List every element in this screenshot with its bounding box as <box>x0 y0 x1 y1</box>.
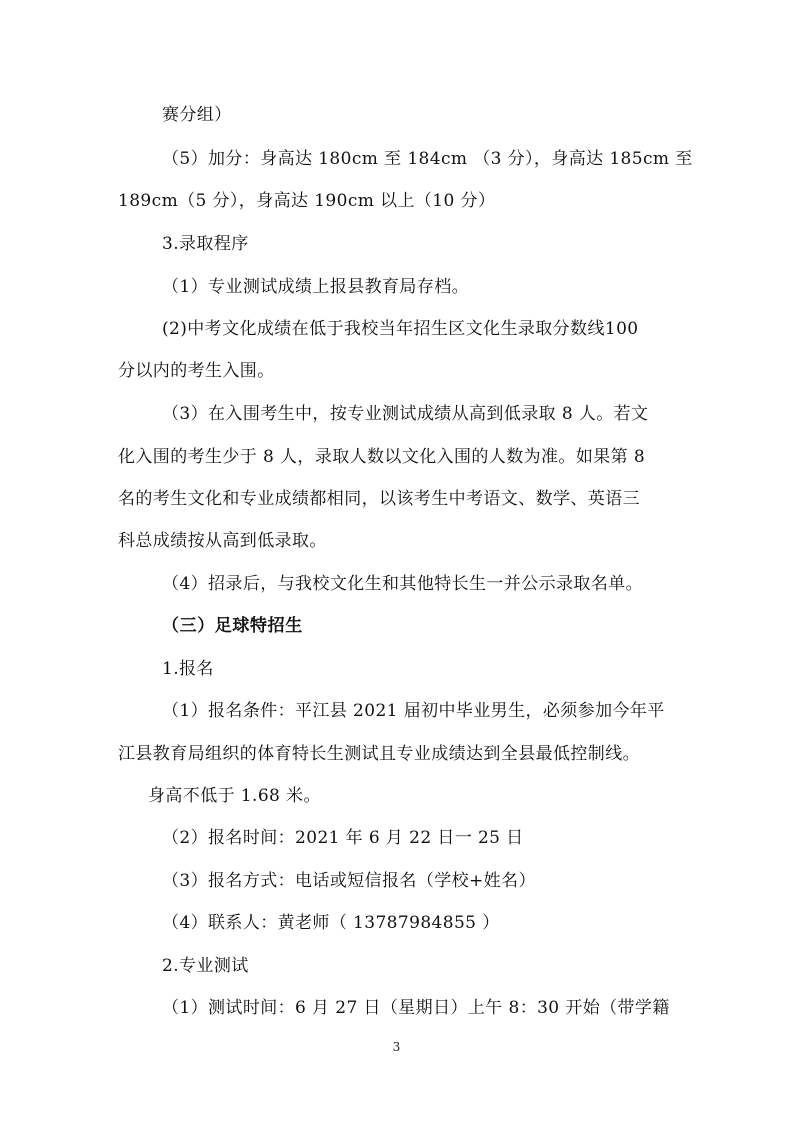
text-line-5: （1）专业测试成绩上报县教育局存档。 <box>162 277 470 297</box>
text-line-3: 189cm（5 分），身高达 190cm 以上（10 分） <box>118 191 496 211</box>
text-line-9: 化入围的考生少于 8 人，录取人数以文化入围的人数为准。如果第 8 <box>118 447 646 467</box>
section-heading-football: （三）足球特招生 <box>162 616 303 636</box>
text-line-20: （4）联系人：黄老师（ 13787984855 ） <box>162 913 500 933</box>
text-line-8: （3）在入围考生中，按专业测试成绩从高到低录取 8 人。若文 <box>162 404 649 424</box>
text-line-16: 江县教育局组织的体育特长生测试且专业成绩达到全县最低控制线。 <box>118 744 640 764</box>
section-heading-professional-test: 2.专业测试 <box>162 956 249 976</box>
text-line-18: （2）报名时间：2021 年 6 月 22 日一 25 日 <box>162 828 524 848</box>
section-heading-registration: 1.报名 <box>162 659 214 679</box>
text-line-10: 名的考生文化和专业成绩都相同，以该考生中考语文、数学、英语三 <box>118 489 640 509</box>
text-line-15: （1）报名条件：平江县 2021 届初中毕业男生，必须参加今年平 <box>162 701 665 721</box>
text-line-12: （4）招录后，与我校文化生和其他特长生一并公示录取名单。 <box>162 574 644 594</box>
page-number: 3 <box>392 1040 401 1054</box>
text-line-6: (2)中考文化成绩在低于我校当年招生区文化生录取分数线100 <box>162 319 639 339</box>
text-line-7: 分以内的考生入围。 <box>118 361 275 381</box>
text-line-2: （5）加分：身高达 180cm 至 184cm （3 分），身高达 185cm 至 <box>162 149 693 169</box>
text-line-17: 身高不低于 1.68 米。 <box>148 786 321 806</box>
text-line-22: （1）测试时间：6 月 27 日（星期日）上午 8：30 开始（带学籍 <box>162 998 670 1018</box>
text-line-11: 科总成绩按从高到低录取。 <box>118 531 327 551</box>
text-line-1: 赛分组） <box>162 105 232 125</box>
text-line-19: （3）报名方式：电话或短信报名（学校+姓名） <box>162 871 536 891</box>
section-heading-enrollment-procedure: 3.录取程序 <box>162 234 249 254</box>
